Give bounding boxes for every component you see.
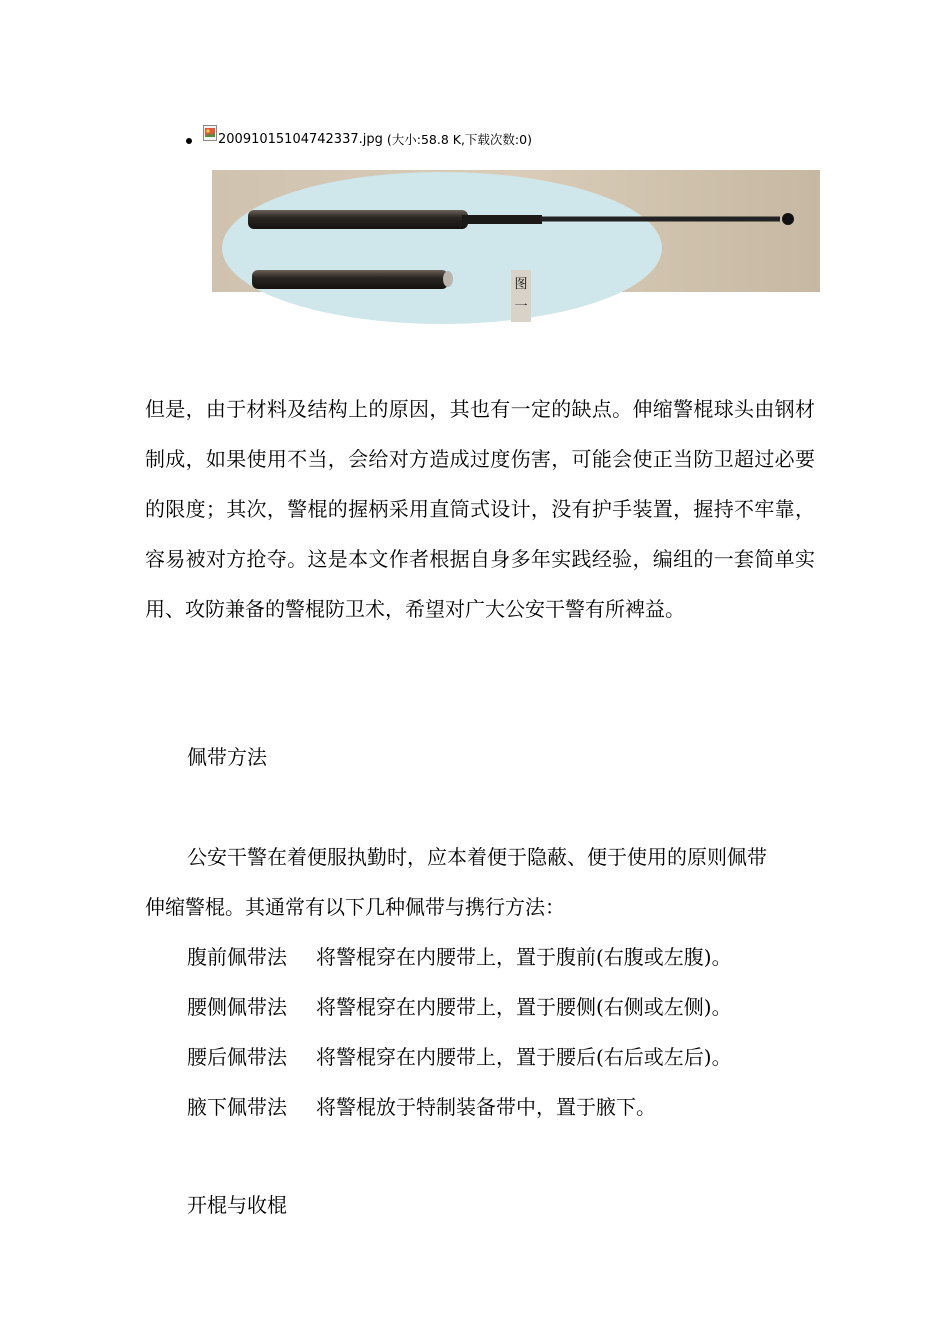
method-desc: 将警棍穿在内腰带上，置于腹前(右腹或左腹)。 (316, 945, 732, 969)
method-term: 腋下佩带法 (187, 1095, 287, 1119)
baton-photo (212, 170, 820, 314)
method-term: 腰后佩带法 (187, 1045, 287, 1069)
method-desc: 将警棍放于特制装备带中，置于腋下。 (316, 1095, 656, 1119)
bullet-dot (186, 138, 192, 144)
image-file-icon[interactable] (203, 125, 217, 141)
method-term: 腹前佩带法 (187, 945, 287, 969)
heading-open-close: 开棍与收棍 (187, 1193, 287, 1217)
method-item (187, 1082, 656, 1132)
method-item (187, 982, 732, 1032)
attachment-meta: (大小:58.8 K,下载次数:0) (386, 132, 532, 147)
heading-carry-methods: 佩带方法 (187, 745, 267, 769)
carry-intro-line1: 公安干警在着便服执勤时，应本着便于隐蔽、便于使用的原则佩带 (187, 845, 767, 869)
method-item (187, 1032, 732, 1082)
method-item (187, 932, 732, 982)
figure-label-line1: 图 (514, 277, 528, 292)
attachment-item (186, 126, 532, 152)
attachment-filename[interactable]: 20091015104742337.jpg (218, 131, 383, 147)
method-desc: 将警棍穿在内腰带上，置于腰侧(右侧或左侧)。 (316, 995, 732, 1019)
figure-label-line2: 一 (514, 299, 528, 314)
figure-label (511, 270, 531, 322)
method-desc: 将警棍穿在内腰带上，置于腰后(右后或左后)。 (316, 1045, 732, 1069)
carry-intro-line2: 伸缩警棍。其通常有以下几种佩带与携行方法： (145, 895, 565, 919)
method-term: 腰侧佩带法 (187, 995, 287, 1019)
intro-paragraph: 但是，由于材料及结构上的原因，其也有一定的缺点。伸缩警棍球头由钢材制成，如果使用不当，会给对方造成过度伤害，可能会使正当防卫超过必要的限度；其次，警棍的握柄采用直筒式设计，没有护手装置，握持不牢靠，容易被对方抢夺。这是本文作者根据自身多年实践经验，编组的一套简单实用、攻防兼备的警棍防卫术，希望对广大公安干警有所裨益。 (145, 397, 815, 621)
